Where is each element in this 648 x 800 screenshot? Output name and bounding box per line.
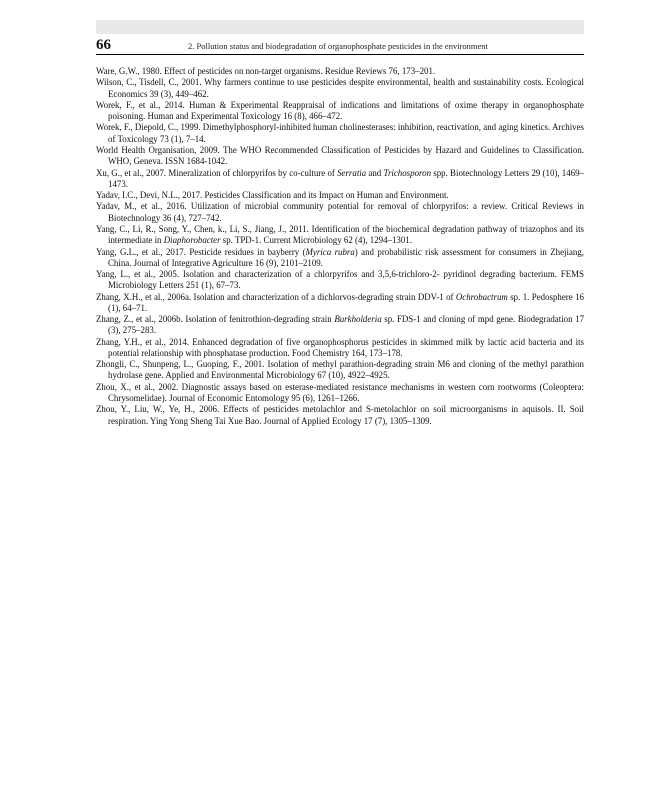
- reference-text: Worek, F., et al., 2014. Human & Experimental Reappraisal of indications and limitations of oxime therapy in organophosphate poisoning. Human and Experimental Toxicology 16 (8), 466–472.: [96, 99, 584, 122]
- reference-text: Zhang, X.H., et al., 2006a. Isolation and characterization of a dichlorvos-degrading strain DDV-1 of: [96, 291, 456, 302]
- reference-entry: [96, 224, 584, 246]
- reference-italic-text: Trichosporon: [383, 167, 432, 178]
- header-rule: [96, 54, 584, 55]
- running-head: 2. Pollution status and biodegradation of organophosphate pesticides in the environment: [188, 41, 488, 51]
- reference-entry: [96, 190, 584, 201]
- reference-italic-text: Diaphorobacter: [163, 235, 221, 246]
- reference-text: World Health Organisation, 2009. The WHO Recommended Classification of Pesticides by Hazard and Guidelines to Classification. WHO, Geneva. ISSN 1684-1042.: [96, 144, 584, 167]
- reference-text: sp. 1. Pedosphere 16 (1), 64–71.: [108, 291, 584, 313]
- reference-text: Worek, F., Diepold, C., 1999. Dimethylphosphoryl-inhibited human cholinesterases: inhibition, reactivation, and aging kinetics. Archives of Toxicology 73 (1), 7–14.: [96, 122, 584, 144]
- reference-text: and: [366, 167, 384, 178]
- reference-text: Zhongli, C., Shunpeng, L., Guoping, F., 2001. Isolation of methyl parathion-degrading strain M6 and cloning of the methyl parathion hydrolase gene. Applied and Environmental Microbiology 67 (10), 4922–4925.: [96, 359, 584, 381]
- reference-text: Yang, G.L., et al., 2017. Pesticide residues in bayberry (: [96, 246, 306, 257]
- header-band: [96, 20, 584, 34]
- reference-text: spp. Biotechnology Letters 29 (10), 1469–1473.: [108, 167, 584, 189]
- reference-text: Ware, G.W., 1980. Effect of pesticides on non-target organisms. Residue Reviews 76, 173–201.: [96, 66, 436, 76]
- reference-entry: [96, 145, 584, 167]
- reference-text: sp. TPD-1. Current Microbiology 62 (4), 1294–1301.: [220, 235, 412, 246]
- reference-text: sp. FDS-1 and cloning of mpd gene. Biodegradation 17 (3), 275–283.: [108, 314, 585, 336]
- reference-entry: [96, 77, 584, 99]
- reference-entry: [96, 247, 584, 269]
- reference-italic-text: Burkholderia: [334, 314, 382, 325]
- reference-italic-text: Serratia: [337, 167, 367, 178]
- reference-entry: [96, 292, 584, 314]
- reference-text: Yang, C., Li, R., Song, Y., Chen, k., Li, S., Jiang, J., 2011. Identification of the biochemical degradation pathway of triazophos and its intermediate in: [96, 223, 584, 246]
- reference-text: Yadav, M., et al., 2016. Utilization of microbial community potential for removal of chlorpyrifos: a review. Critical Reviews in Biotechnology 36 (4), 727–742.: [96, 201, 584, 223]
- page-number: 66: [96, 37, 111, 53]
- reference-list: [96, 66, 584, 427]
- reference-entry: [96, 404, 584, 426]
- reference-text: Zhang, Z., et al., 2006b. Isolation of fenitrothion-degrading strain: [96, 314, 335, 325]
- reference-text: Yang, L., et al., 2005. Isolation and characterization of a chlorpyrifos and 3,5,6-trichloro-2- pyridinol degrading bacterium. FEMS Microbiology Letters 251 (1), 67–73.: [96, 269, 584, 291]
- reference-entry: [96, 269, 584, 291]
- reference-text: Wilson, C., Tisdell, C., 2001. Why farmers continue to use pesticides despite environmental, health and sustainability costs. Ecological Economics 39 (3), 449–462.: [96, 77, 584, 99]
- reference-entry: [96, 122, 584, 144]
- reference-italic-text: Myrica rubra: [305, 246, 355, 257]
- reference-entry: [96, 314, 584, 336]
- reference-text: Zhang, Y.H., et al., 2014. Enhanced degradation of five organophosphorus pesticides in skimmed milk by lactic acid bacteria and its potential relationship with phosphatase production. Food Chemistry 164, 173–178.: [96, 336, 584, 358]
- reference-text: Zhou, Y., Liu, W., Ye, H., 2006. Effects of pesticides metolachlor and S-metolachlor on soil microorganisms in aquisols. II. Soil respiration. Ying Yong Sheng Tai Xue Bao. Journal of Applied Ecology 17 (7), 1305–1309.: [96, 404, 584, 426]
- reference-entry: [96, 359, 584, 381]
- reference-entry: [96, 201, 584, 223]
- reference-entry: [96, 66, 584, 77]
- reference-entry: [96, 168, 584, 190]
- reference-entry: [96, 382, 584, 404]
- reference-text: Yadav, I.C., Devi, N.L., 2017. Pesticides Classification and its Impact on Human and Environment.: [96, 190, 449, 201]
- reference-entry: [96, 100, 584, 122]
- reference-italic-text: Ochrobactrum: [455, 291, 508, 302]
- reference-text: Xu, G., et al., 2007. Mineralization of chlorpyrifos by co-culture of: [96, 167, 338, 178]
- reference-text: Zhou, X., et al., 2002. Diagnostic assays based on esterase-mediated resistance mechanisms in western corn rootworms (Coleoptera: Chrysomelidae). Journal of Economic Entomology 95 (6), 1261–1266.: [96, 381, 584, 403]
- reference-text: ) and probabilistic risk assessment for consumers in Zhejiang, China. Journal of Integrative Agriculture 16 (9), 2101–2109.: [108, 246, 584, 268]
- reference-entry: [96, 337, 584, 359]
